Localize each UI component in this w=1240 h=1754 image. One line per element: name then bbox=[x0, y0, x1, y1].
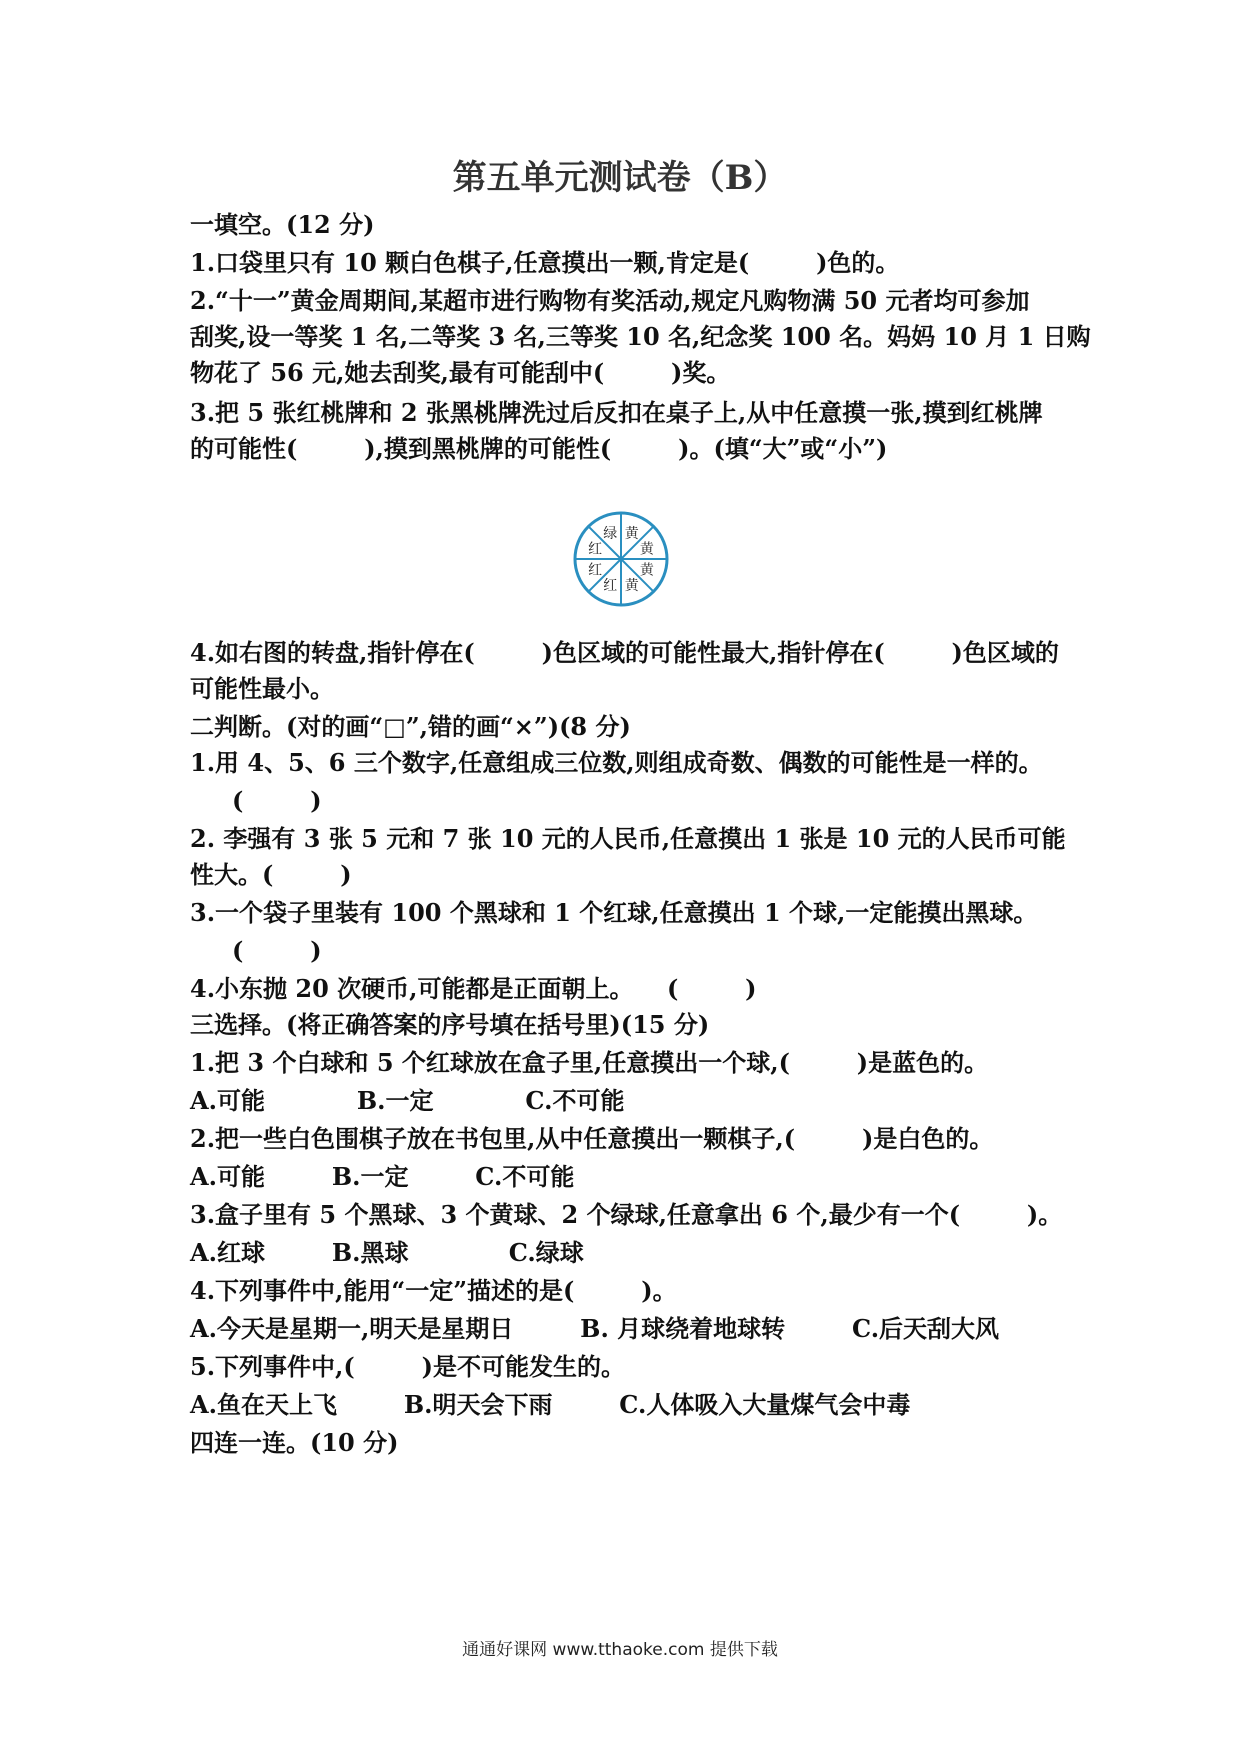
choice-question-5: 5.下列事件中,( )是不可能发生的。 bbox=[190, 1352, 625, 1381]
section-heading-connect: 四连一连。(10 分) bbox=[190, 1428, 399, 1457]
spinner-sector-label: 红 bbox=[603, 577, 618, 594]
judge-question-1: 1.用 4、5、6 三个数字,任意组成三位数,则组成奇数、偶数的可能性是一样的。 bbox=[190, 748, 1043, 777]
spinner-sector-label: 红 bbox=[588, 562, 603, 579]
fill-question-2-line-3: 物花了 56 元,她去刮奖,最有可能刮中( )奖。 bbox=[190, 358, 731, 387]
spinner-sector-label: 黄 bbox=[624, 577, 639, 594]
choice-question-4: 4.下列事件中,能用“一定”描述的是( )。 bbox=[190, 1276, 677, 1305]
fill-question-3-line-2: 的可能性( ),摸到黑桃牌的可能性( )。(填“大”或“小”) bbox=[190, 434, 888, 463]
judge-question-2-line-1: 2. 李强有 3 张 5 元和 7 张 10 元的人民币,任意摸出 1 张是 10 元的人民币可能 bbox=[190, 824, 1066, 853]
judge-question-1-blank: ( ) bbox=[232, 786, 322, 815]
fill-question-4-line-2: 可能性最小。 bbox=[190, 674, 334, 703]
section-heading-choice: 三选择。(将正确答案的序号填在括号里)(15 分) bbox=[190, 1010, 710, 1039]
choice-question-2: 2.把一些白色围棋子放在书包里,从中任意摸出一颗棋子,( )是白色的。 bbox=[190, 1124, 994, 1153]
fill-question-2-line-2: 刮奖,设一等奖 1 名,二等奖 3 名,三等奖 10 名,纪念奖 100 名。妈妈 10 月 1 日购 bbox=[190, 322, 1091, 351]
choice-question-2-options: A.可能 B.一定 C.不可能 bbox=[190, 1162, 575, 1191]
fill-question-2-line-1: 2.“十一”黄金周期间,某超市进行购物有奖活动,规定凡购物满 50 元者均可参加 bbox=[190, 286, 1030, 315]
section-heading-judge: 二判断。(对的画“□”,错的画“×”)(8 分) bbox=[190, 712, 631, 741]
spinner-diagram bbox=[572, 510, 670, 608]
section-heading-fill: 一填空。(12 分) bbox=[190, 210, 375, 239]
choice-question-4-options: A.今天是星期一,明天是星期日 B. 月球绕着地球转 C.后天刮大风 bbox=[190, 1314, 1000, 1343]
fill-question-3-line-1: 3.把 5 张红桃牌和 2 张黑桃牌洗过后反扣在桌子上,从中任意摸一张,摸到红桃牌 bbox=[190, 398, 1043, 427]
fill-question-4-line-1: 4.如右图的转盘,指针停在( )色区域的可能性最大,指针停在( )色区域的 bbox=[190, 638, 1059, 667]
judge-question-2-line-2: 性大。( ) bbox=[190, 860, 352, 889]
choice-question-1-options: A.可能 B.一定 C.不可能 bbox=[190, 1086, 625, 1115]
choice-question-3: 3.盒子里有 5 个黑球、3 个黄球、2 个绿球,任意拿出 6 个,最少有一个( )。 bbox=[190, 1200, 1063, 1229]
spinner-sector-label: 黄 bbox=[639, 541, 654, 558]
choice-question-5-options: A.鱼在天上飞 B.明天会下雨 C.人体吸入大量煤气会中毒 bbox=[190, 1390, 911, 1419]
spinner-sector-label: 绿 bbox=[603, 526, 618, 543]
footer-credit: 通通好课网 www.tthaoke.com 提供下载 bbox=[462, 1640, 778, 1660]
choice-question-1: 1.把 3 个白球和 5 个红球放在盒子里,任意摸出一个球,( )是蓝色的。 bbox=[190, 1048, 989, 1077]
page-title: 第五单元测试卷（B） bbox=[452, 158, 788, 198]
choice-question-3-options: A.红球 B.黑球 C.绿球 bbox=[190, 1238, 584, 1267]
judge-question-3: 3.一个袋子里装有 100 个黑球和 1 个红球,任意摸出 1 个球,一定能摸出黑球。 bbox=[190, 898, 1038, 927]
fill-question-1: 1.口袋里只有 10 颗白色棋子,任意摸出一颗,肯定是( )色的。 bbox=[190, 248, 900, 277]
spinner-sector-label: 黄 bbox=[624, 526, 639, 543]
spinner-sector-label: 黄 bbox=[639, 562, 654, 579]
spinner-sector-label: 红 bbox=[588, 541, 603, 558]
judge-question-3-blank: ( ) bbox=[232, 936, 322, 965]
judge-question-4: 4.小东抛 20 次硬币,可能都是正面朝上。 ( ) bbox=[190, 974, 757, 1003]
